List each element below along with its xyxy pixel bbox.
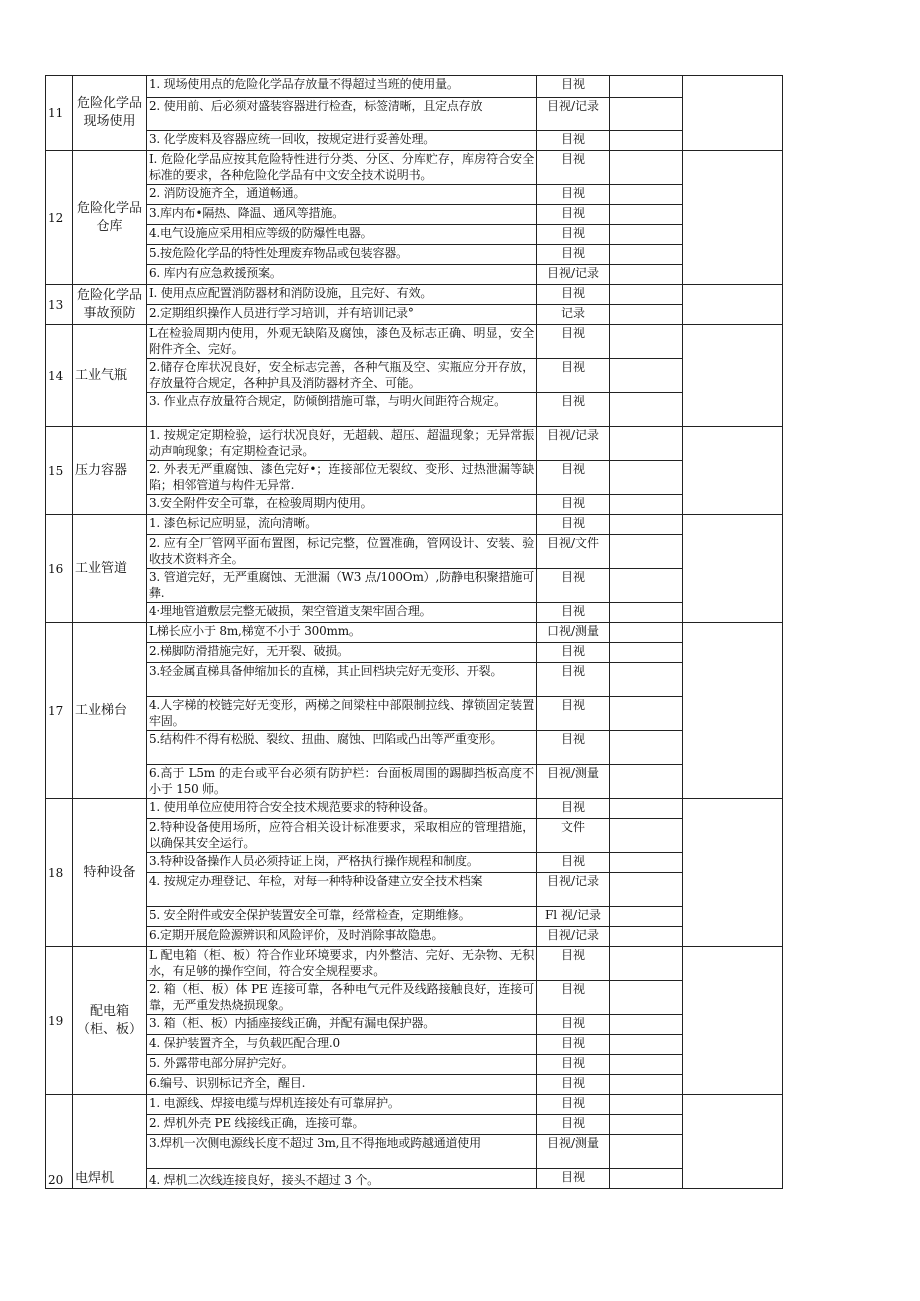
requirement-cell: 1. 按规定定期检验，运行状况良好，无超载、超压、超温现象；无异常振动声响现象；有定期检查记录。: [147, 427, 537, 461]
section-category: 工业梯台: [73, 623, 147, 799]
result-cell: [610, 461, 683, 495]
requirement-cell: 4·埋地管道敷层完整无破损，架空管道支架牢固合理。: [147, 603, 537, 623]
table-row: [46, 151, 783, 185]
table-row: [46, 1075, 783, 1095]
table-row: [46, 1095, 783, 1115]
table-row: [46, 461, 783, 495]
table-row: [46, 697, 783, 731]
table-row: [46, 359, 783, 393]
method-cell: 目视: [537, 325, 610, 359]
result-cell: [610, 427, 683, 461]
section-number: 18: [46, 799, 73, 947]
table-row: [46, 76, 783, 98]
method-cell: 记录: [537, 305, 610, 325]
table-row: [46, 393, 783, 427]
result-cell: [610, 185, 683, 205]
requirement-cell: 3. 化学废料及容器应统一回收，按规定进行妥善处理。: [147, 131, 537, 151]
requirement-cell: 4. 保护装置齐全，与负载匹配合理.0: [147, 1035, 537, 1055]
requirement-cell: L 配电箱（柜、板）符合作业环境要求，内外整洁、完好、无杂物、无积水，有足够的操作空间，符合安全规程要求。: [147, 947, 537, 981]
result-cell: [610, 819, 683, 853]
requirement-cell: 4. 焊机二次线连接良好，接头不超过 3 个。: [147, 1169, 537, 1189]
requirement-cell: 2.梯脚防滑措施完好，无开裂、破损。: [147, 643, 537, 663]
table-row: [46, 285, 783, 305]
requirement-cell: 6.定期开展危险源辨识和风险评价，及时消除事故隐患。: [147, 927, 537, 947]
method-cell: 目视: [537, 603, 610, 623]
method-cell: 目视/记录: [537, 873, 610, 907]
table-row: [46, 1135, 783, 1169]
table-row: [46, 981, 783, 1015]
section-category: 电焊机: [73, 1095, 147, 1189]
requirement-cell: 2.储存仓库状况良好，安全标志完善，各种气瓶及空、实瓶应分开存放，存放量符合规定，各种护具及消防器材齐全、可能。: [147, 359, 537, 393]
table-row: [46, 98, 783, 131]
result-cell: [610, 603, 683, 623]
requirement-cell: 4.人字梯的校链完好无变形，两梯之间梁柱中部限制拉线、撑锁固定装置牢固。: [147, 697, 537, 731]
method-cell: 目视: [537, 1115, 610, 1135]
requirement-cell: 2. 箱（柜、板）体 PE 连接可靠，各种电气元件及线路接触良好，连接可靠，无严重发热烧损现象。: [147, 981, 537, 1015]
remarks-cell: [683, 1095, 783, 1189]
requirement-cell: 2. 消防设施齐全，通道畅通。: [147, 185, 537, 205]
method-cell: 目视: [537, 569, 610, 603]
result-cell: [610, 731, 683, 765]
table-row: [46, 305, 783, 325]
table-row: [46, 131, 783, 151]
table-row: [46, 1035, 783, 1055]
result-cell: [610, 1075, 683, 1095]
table-row: [46, 799, 783, 819]
method-cell: 目视/记录: [537, 427, 610, 461]
section-number: 15: [46, 427, 73, 515]
method-cell: 目视: [537, 731, 610, 765]
requirement-cell: 2. 焊机外壳 PE 线接线正确，连接可靠。: [147, 1115, 537, 1135]
requirement-cell: I. 使用点应配置消防器材和消防设施，且完好、有效。: [147, 285, 537, 305]
method-cell: 目视: [537, 245, 610, 265]
result-cell: [610, 1015, 683, 1035]
remarks-cell: [683, 515, 783, 623]
table-row: [46, 325, 783, 359]
method-cell: 目视: [537, 76, 610, 98]
method-cell: 目视: [537, 1169, 610, 1189]
result-cell: [610, 1115, 683, 1135]
result-cell: [610, 1055, 683, 1075]
remarks-cell: [683, 623, 783, 799]
section-number: 11: [46, 76, 73, 151]
requirement-cell: 6. 库内有应急救援预案。: [147, 265, 537, 285]
section-number: 16: [46, 515, 73, 623]
method-cell: 目视: [537, 947, 610, 981]
method-cell: 目视/文件: [537, 535, 610, 569]
method-cell: 目视/测量: [537, 765, 610, 799]
requirement-cell: 3. 箱（柜、板）内插座接线正确，并配有漏电保护器。: [147, 1015, 537, 1035]
method-cell: 文件: [537, 819, 610, 853]
remarks-cell: [683, 947, 783, 1095]
method-cell: 目视: [537, 1015, 610, 1035]
result-cell: [610, 265, 683, 285]
section-number: 17: [46, 623, 73, 799]
table-row: [46, 819, 783, 853]
table-row: [46, 907, 783, 927]
method-cell: 目视: [537, 285, 610, 305]
method-cell: 目视: [537, 185, 610, 205]
remarks-cell: [683, 285, 783, 325]
requirement-cell: 3.安全附件安全可靠，在检骏周期内使用。: [147, 495, 537, 515]
method-cell: 目视: [537, 393, 610, 427]
method-cell: 目视: [537, 225, 610, 245]
table-row: [46, 265, 783, 285]
result-cell: [610, 225, 683, 245]
method-cell: 目视: [537, 1035, 610, 1055]
method-cell: Fl 视/记录: [537, 907, 610, 927]
result-cell: [610, 393, 683, 427]
table-row: [46, 927, 783, 947]
method-cell: 目视: [537, 643, 610, 663]
result-cell: [610, 1035, 683, 1055]
method-cell: 目视: [537, 131, 610, 151]
table-row: [46, 603, 783, 623]
method-cell: 口视/测量: [537, 623, 610, 643]
result-cell: [610, 623, 683, 643]
requirement-cell: 3.特种设备操作人员必须持证上岗，严格执行操作规程和制度。: [147, 853, 537, 873]
requirement-cell: 6.编号、识别标记齐全，醒目.: [147, 1075, 537, 1095]
result-cell: [610, 325, 683, 359]
requirement-cell: 3. 管道完好，无严重腐蚀、无泄漏（W3 点/100Om）,防静电积聚措施可彝.: [147, 569, 537, 603]
requirement-cell: 4. 按规定办理登记、年检，对每一种特种设备建立安全技术档案: [147, 873, 537, 907]
result-cell: [610, 873, 683, 907]
result-cell: [610, 305, 683, 325]
section-number: 12: [46, 151, 73, 285]
requirement-cell: L在检验周期内使用，外观无缺陷及腐蚀，漆色及标志正确、明显，安全附件齐全、完好。: [147, 325, 537, 359]
result-cell: [610, 359, 683, 393]
table-row: [46, 427, 783, 461]
result-cell: [610, 285, 683, 305]
table-row: [46, 515, 783, 535]
method-cell: 目视: [537, 1095, 610, 1115]
method-cell: 目视: [537, 1075, 610, 1095]
result-cell: [610, 76, 683, 98]
method-cell: 目视: [537, 205, 610, 225]
requirement-cell: 1. 电源线、焊接电缆与焊机连接处有可靠屏护。: [147, 1095, 537, 1115]
section-category: 工业管道: [73, 515, 147, 623]
result-cell: [610, 947, 683, 981]
requirement-cell: 3.轻金属直梯具备伸缩加长的直梯，其止回档块完好无变形、开裂。: [147, 663, 537, 697]
method-cell: 目视/测量: [537, 1135, 610, 1169]
table-row: [46, 245, 783, 265]
table-row: [46, 623, 783, 643]
result-cell: [610, 697, 683, 731]
result-cell: [610, 927, 683, 947]
section-category: 危险化学品事故预防: [73, 285, 147, 325]
remarks-cell: [683, 799, 783, 947]
table-row: [46, 873, 783, 907]
method-cell: 目视: [537, 697, 610, 731]
result-cell: [610, 643, 683, 663]
result-cell: [610, 131, 683, 151]
remarks-cell: [683, 76, 783, 151]
result-cell: [610, 981, 683, 1015]
table-row: [46, 947, 783, 981]
requirement-cell: 3.焊机一次侧电源线长度不超过 3m,且不得拖地或跨越通道使用: [147, 1135, 537, 1169]
result-cell: [610, 1095, 683, 1115]
table-row: [46, 1115, 783, 1135]
method-cell: 目视: [537, 461, 610, 495]
method-cell: 目视: [537, 515, 610, 535]
section-number: 13: [46, 285, 73, 325]
result-cell: [610, 151, 683, 185]
method-cell: 目视: [537, 799, 610, 819]
method-cell: 目视: [537, 981, 610, 1015]
remarks-cell: [683, 151, 783, 285]
remarks-cell: [683, 325, 783, 427]
table-row: [46, 535, 783, 569]
requirement-cell: 1. 漆色标记应明显，流向清晰。: [147, 515, 537, 535]
method-cell: 目视: [537, 359, 610, 393]
section-category: 特种设备: [73, 799, 147, 947]
result-cell: [610, 98, 683, 131]
table-row: [46, 225, 783, 245]
result-cell: [610, 765, 683, 799]
requirement-cell: 4.电气设施应采用相应等级的防爆性电器。: [147, 225, 537, 245]
section-category: 危险化学品仓库: [73, 151, 147, 285]
method-cell: 目视: [537, 1055, 610, 1075]
method-cell: 目视: [537, 853, 610, 873]
section-number: 20: [46, 1095, 73, 1189]
inspection-table: [45, 75, 783, 1189]
requirement-cell: 5. 外露带电部分屏护完好。: [147, 1055, 537, 1075]
result-cell: [610, 245, 683, 265]
result-cell: [610, 205, 683, 225]
method-cell: 目视: [537, 663, 610, 697]
section-category: 工业气瓶: [73, 325, 147, 427]
section-category: 压力容器: [73, 427, 147, 515]
method-cell: 目视/记录: [537, 265, 610, 285]
requirement-cell: 3. 作业点存放量符合规定，防倾倒措施可靠，与明火间距符合规定。: [147, 393, 537, 427]
table-row: [46, 853, 783, 873]
table-row: [46, 1055, 783, 1075]
table-row: [46, 663, 783, 697]
result-cell: [610, 663, 683, 697]
table-row: [46, 185, 783, 205]
method-cell: 目视: [537, 151, 610, 185]
method-cell: 目视: [537, 495, 610, 515]
table-row: [46, 205, 783, 225]
requirement-cell: 5. 安全附件或安全保护装置安全可靠，经常检查，定期维修。: [147, 907, 537, 927]
requirement-cell: 2. 外表无严重腐蚀、漆色完好•；连接部位无裂纹、变形、过热泄漏等缺陷；相邻管道与构件无异常.: [147, 461, 537, 495]
section-category: 配电箱（柜、板）: [73, 947, 147, 1095]
requirement-cell: 2. 使用前、后必须对盛装容器进行检查，标签清晰，且定点存放: [147, 98, 537, 131]
result-cell: [610, 853, 683, 873]
method-cell: 目视/记录: [537, 98, 610, 131]
table-row: [46, 765, 783, 799]
table-row: [46, 643, 783, 663]
result-cell: [610, 495, 683, 515]
requirement-cell: L梯长应小于 8m,梯宽不小于 300mm。: [147, 623, 537, 643]
table-row: [46, 495, 783, 515]
result-cell: [610, 535, 683, 569]
requirement-cell: 5.按危险化学品的特性处理废弃物品或包装容器。: [147, 245, 537, 265]
requirement-cell: 3.库内布•隔热、降温、通风等措施。: [147, 205, 537, 225]
requirement-cell: 2.定期组织操作人员进行学习培训，并有培训记录°: [147, 305, 537, 325]
requirement-cell: 1. 现场使用点的危险化学品存放量不得超过当班的使用量。: [147, 76, 537, 98]
table-row: [46, 731, 783, 765]
table-row: [46, 1169, 783, 1189]
requirement-cell: 2.特种设备使用场所，应符合相关设计标准要求，采取相应的管理措施，以确保其安全运行。: [147, 819, 537, 853]
section-number: 19: [46, 947, 73, 1095]
requirement-cell: 6.高于 L5m 的走台或平台必须有防护栏：台面板周围的踢脚挡板高度不小于 150 师。: [147, 765, 537, 799]
method-cell: 目视/记录: [537, 927, 610, 947]
result-cell: [610, 1169, 683, 1189]
requirement-cell: 2. 应有全厂管网平面布置图，标记完整，位置准确，管网设计、安装、验收技术资料齐全。: [147, 535, 537, 569]
result-cell: [610, 515, 683, 535]
result-cell: [610, 569, 683, 603]
requirement-cell: 1. 使用单位应使用符合安全技术规范要求的特种设备。: [147, 799, 537, 819]
table-row: [46, 1015, 783, 1035]
requirement-cell: 5.结构件不得有松脱、裂纹、扭曲、腐蚀、凹陷或凸出等严重变形。: [147, 731, 537, 765]
section-category: 危险化学品现场使用: [73, 76, 147, 151]
result-cell: [610, 799, 683, 819]
requirement-cell: I. 危险化学品应按其危险特性进行分类、分区、分库贮存，库房符合安全标准的要求，各种危险化学品有中文安全技术说明书。: [147, 151, 537, 185]
section-number: 14: [46, 325, 73, 427]
result-cell: [610, 907, 683, 927]
remarks-cell: [683, 427, 783, 515]
table-row: [46, 569, 783, 603]
result-cell: [610, 1135, 683, 1169]
